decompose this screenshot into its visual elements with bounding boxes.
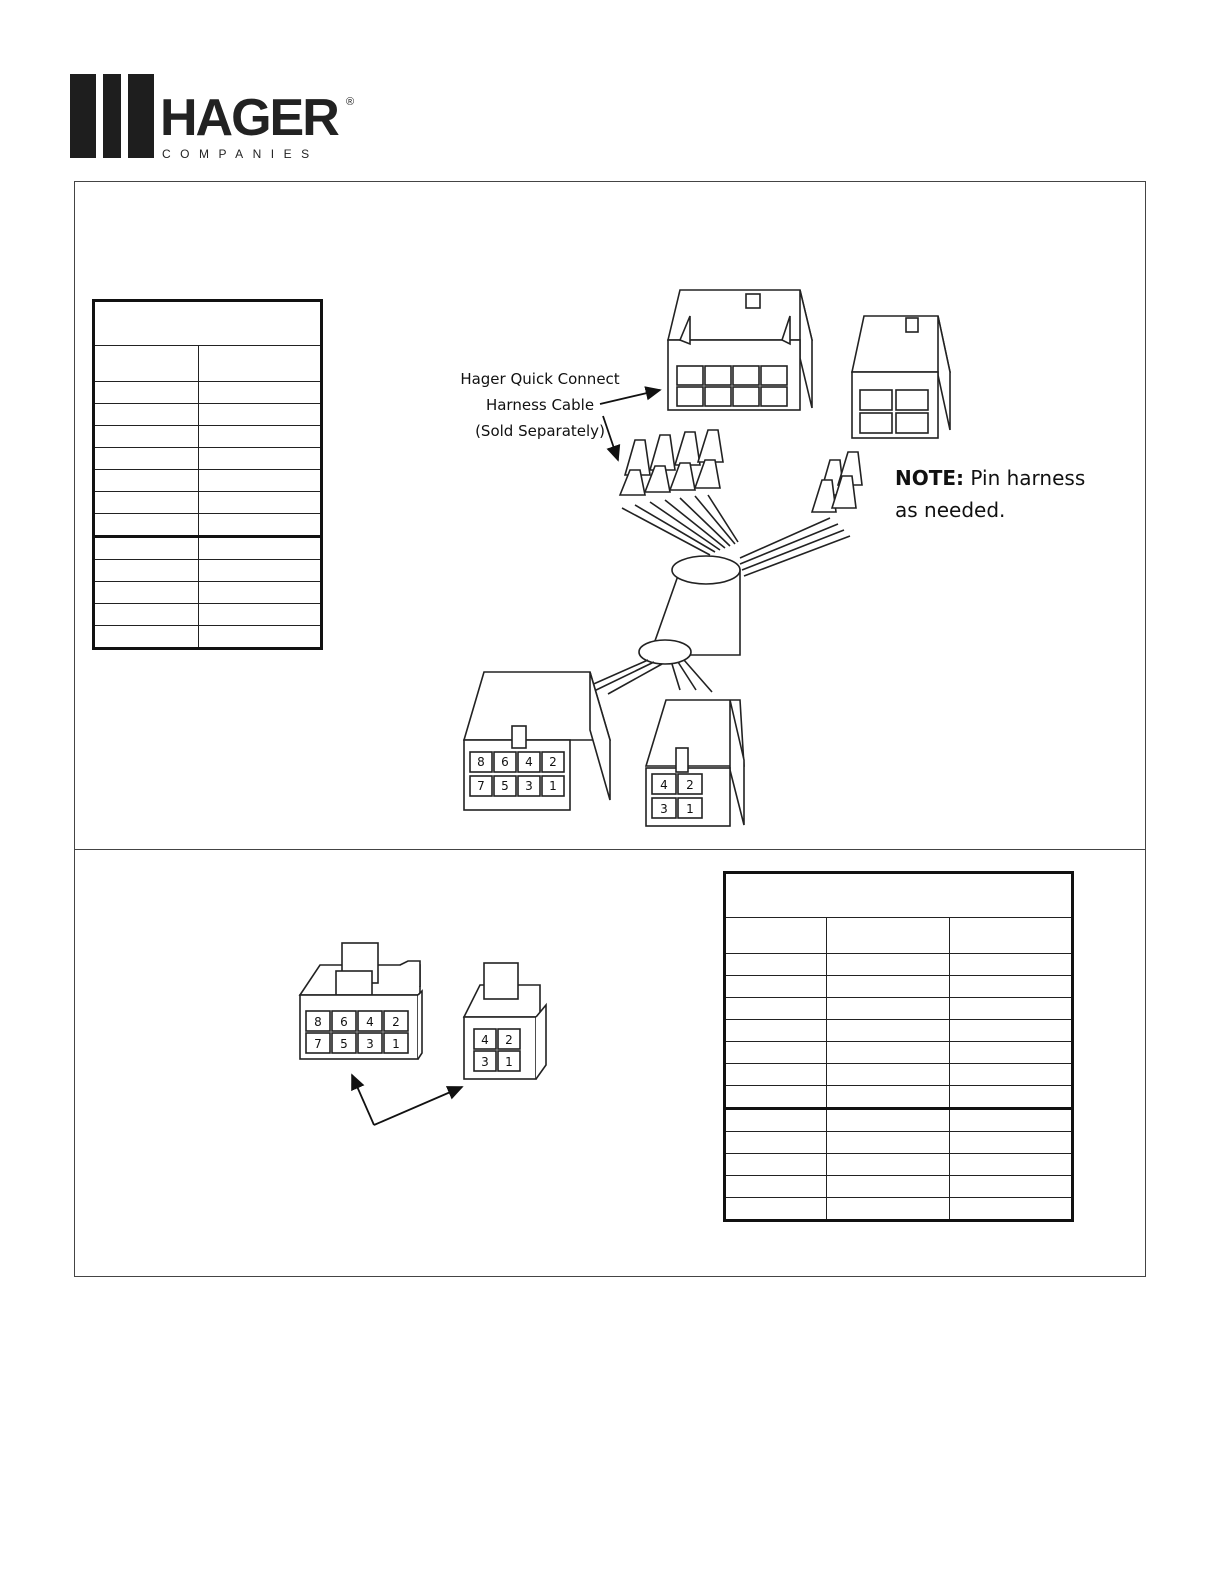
harness-pins-right-icon [740,452,862,576]
table-row [94,301,322,346]
pin-label: 1 [505,1055,513,1069]
pin-label: 3 [481,1055,489,1069]
logo-subtitle: COMPANIES [162,147,319,161]
pin-label: 7 [314,1037,322,1051]
pin-label: 2 [686,778,694,792]
table-row [94,560,322,582]
table-row [725,1086,1073,1109]
note-line-1: Pin harness [970,466,1086,490]
logo-wordmark: HAGER [160,89,338,147]
pin-label: 2 [392,1015,400,1029]
table-row [725,1132,1073,1154]
arrow-to-8-pin-icon [352,1075,374,1125]
table-row [94,382,322,404]
pin-label: 3 [525,779,533,793]
receptacle-4-pin-icon [852,316,950,438]
table-row [94,626,322,649]
table-row [725,918,1073,954]
hager-logo [70,74,370,164]
harness-cable-body-icon [580,556,740,694]
pin-label: 5 [340,1037,348,1051]
table-row [725,1176,1073,1198]
table-row [725,1020,1073,1042]
pin-label: 1 [392,1037,400,1051]
table-row [94,604,322,626]
table-row [94,448,322,470]
harness-label-line: Hager Quick Connect [460,370,620,388]
pin-label: 6 [501,755,509,769]
table-row [725,998,1073,1020]
table-row [94,537,322,560]
table-row [725,1198,1073,1221]
table-row [94,404,322,426]
note-bold: NOTE: [895,466,965,490]
table-row [94,426,322,448]
pin-label: 8 [314,1015,322,1029]
pin-label: 2 [549,755,557,769]
table-row [725,1109,1073,1132]
harness-pins-left-icon [620,430,738,555]
pinout-table-top [92,299,323,650]
pin-label: 1 [549,779,557,793]
table-row [94,470,322,492]
pinout-table-bottom [723,871,1074,1222]
arrow-to-receptacle-icon [600,390,660,404]
receptacle-8-pin-icon [668,290,812,410]
harness-illustration [440,280,960,835]
table-row [725,954,1073,976]
table-row [94,346,322,382]
table-row [94,582,322,604]
table-row [725,976,1073,998]
logo-registered-mark: ® [346,96,355,108]
connector-illustration-bottom [290,935,560,1135]
note-line-2: as needed. [895,498,1006,522]
table-row [725,1042,1073,1064]
hager-logo-mark-icon [70,74,154,158]
pin-label: 3 [366,1037,374,1051]
pin-label: 3 [660,802,668,816]
pin-label: 8 [477,755,485,769]
table-row [94,492,322,514]
pin-label: 5 [501,779,509,793]
table-row [725,873,1073,918]
pin-label: 1 [686,802,694,816]
arrow-to-4-pin-icon [374,1087,462,1125]
table-row [94,514,322,537]
table-row [725,1154,1073,1176]
pin-label: 4 [660,778,668,792]
pin-label: 7 [477,779,485,793]
plug-8-pin-icon [464,672,610,810]
harness-label-line: Harness Cable [485,396,595,414]
pin-label: 6 [340,1015,348,1029]
pin-label: 4 [366,1015,374,1029]
pin-label: 4 [525,755,533,769]
harness-label-line: (Sold Separately) [475,422,605,440]
pin-label: 2 [505,1033,513,1047]
pin-label: 4 [481,1033,489,1047]
arrow-to-pins-icon [603,416,618,460]
table-row [725,1064,1073,1086]
